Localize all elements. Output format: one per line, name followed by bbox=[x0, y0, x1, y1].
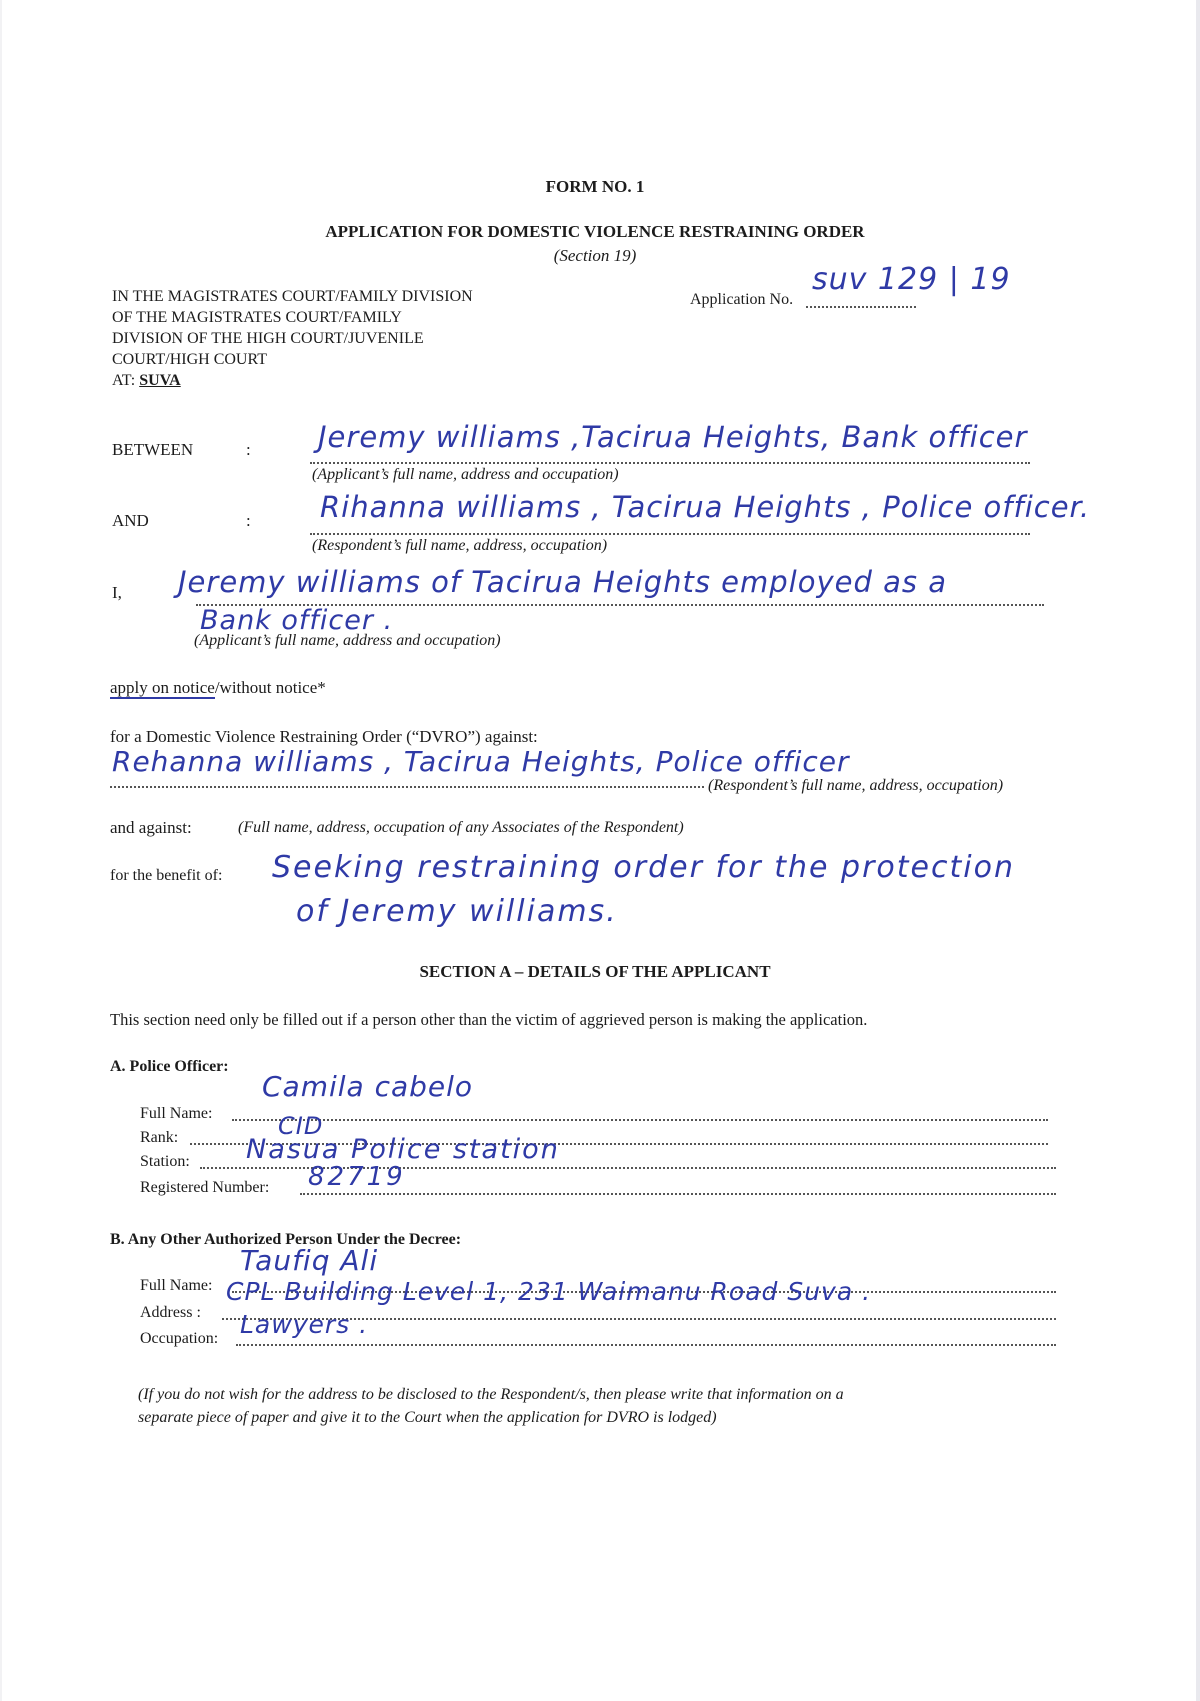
court-line-3: DIVISION OF THE HIGH COURT/JUVENILE bbox=[112, 330, 424, 347]
between-line bbox=[310, 462, 1030, 464]
and-colon: : bbox=[246, 511, 251, 530]
i-caption: (Applicant’s full name, address and occupation) bbox=[194, 632, 501, 649]
notice-rest: /without notice* bbox=[214, 678, 326, 697]
authorized-person-heading: B. Any Other Authorized Person Under the Decree: bbox=[110, 1231, 462, 1248]
b-occupation-label: Occupation: bbox=[140, 1330, 219, 1347]
benefit-label: for the benefit of: bbox=[110, 867, 223, 884]
court-location bbox=[112, 371, 181, 391]
section-a-intro: This section need only be filled out if a person other than the victim of aggrieved person is making the application. bbox=[110, 1010, 868, 1029]
rank-label: Rank: bbox=[140, 1129, 179, 1146]
police-station-field[interactable]: Nasua Police station bbox=[246, 1134, 560, 1165]
notice-choice bbox=[110, 678, 326, 698]
authorized-full-name-field[interactable]: Taufiq Ali bbox=[240, 1244, 379, 1277]
authorized-occupation-field[interactable]: Lawyers . bbox=[240, 1310, 369, 1339]
full-name-line bbox=[232, 1119, 1048, 1121]
between-caption: (Applicant’s full name, address and occupation) bbox=[312, 466, 619, 483]
dvro-against-field[interactable]: Rehanna williams , Tacirua Heights, Police officer bbox=[112, 745, 850, 778]
between-colon: : bbox=[246, 440, 251, 459]
application-number-line bbox=[806, 306, 916, 308]
application-number-value[interactable]: suv 129 | 19 bbox=[812, 262, 1011, 297]
court-line-2: OF THE MAGISTRATES COURT/FAMILY bbox=[112, 309, 402, 326]
and-line bbox=[310, 533, 1030, 535]
disclosure-note-line-1: (If you do not wish for the address to be disclosed to the Respondent/s, then please write that information on a bbox=[138, 1386, 844, 1403]
station-label: Station: bbox=[140, 1153, 190, 1170]
and-against-caption: (Full name, address, occupation of any Associates of the Respondent) bbox=[238, 819, 684, 836]
form-number: FORM NO. 1 bbox=[545, 177, 645, 196]
police-rank-field[interactable]: CID bbox=[278, 1112, 324, 1140]
benefit-line-1[interactable]: Seeking restraining order for the protection bbox=[272, 850, 1015, 885]
police-registered-number-field[interactable]: 82719 bbox=[308, 1162, 406, 1192]
page-edge bbox=[1196, 0, 1200, 1701]
section-reference: (Section 19) bbox=[553, 246, 637, 265]
court-at-value: SUVA bbox=[139, 372, 181, 389]
i-label: I, bbox=[112, 583, 122, 602]
form-title: APPLICATION FOR DOMESTIC VIOLENCE RESTRAINING ORDER bbox=[325, 222, 865, 241]
disclosure-note-line-2: separate piece of paper and give it to the Court when the application for DVRO is lodged) bbox=[138, 1409, 717, 1426]
b-occupation-line bbox=[236, 1344, 1056, 1346]
court-line-1: IN THE MAGISTRATES COURT/FAMILY DIVISION bbox=[112, 288, 473, 305]
between-label: BETWEEN bbox=[112, 440, 194, 459]
b-full-name-label: Full Name: bbox=[140, 1277, 213, 1294]
registered-number-line bbox=[300, 1193, 1056, 1195]
against-caption: (Respondent’s full name, address, occupation) bbox=[708, 777, 1004, 794]
registered-number-label: Registered Number: bbox=[140, 1179, 270, 1196]
notice-selected[interactable]: apply on notice bbox=[110, 678, 215, 697]
applicant-statement-line-1[interactable]: Jeremy williams of Tacirua Heights employed as a bbox=[178, 565, 947, 599]
benefit-line-2[interactable]: of Jeremy williams. bbox=[296, 894, 618, 929]
applicant-name-field[interactable]: Jeremy williams ,Tacirua Heights, Bank officer bbox=[318, 420, 1028, 454]
police-officer-heading: A. Police Officer: bbox=[110, 1058, 229, 1075]
and-against-label: and against: bbox=[110, 818, 192, 837]
court-line-4: COURT/HIGH COURT bbox=[112, 351, 267, 368]
against-line bbox=[110, 786, 704, 788]
section-a-heading: SECTION A – DETAILS OF THE APPLICANT bbox=[419, 962, 771, 981]
and-caption: (Respondent’s full name, address, occupation) bbox=[312, 537, 608, 554]
court-at-label: AT: bbox=[112, 372, 136, 389]
applicant-statement-line-2[interactable]: Bank officer . bbox=[200, 605, 394, 636]
and-label: AND bbox=[112, 511, 149, 530]
dvro-intro: for a Domestic Violence Restraining Order (“DVRO”) against: bbox=[110, 727, 538, 746]
police-full-name-field[interactable]: Camila cabelo bbox=[262, 1070, 474, 1103]
b-address-label: Address : bbox=[140, 1304, 201, 1321]
respondent-name-field[interactable]: Rihanna williams , Tacirua Heights , Police officer. bbox=[320, 490, 1091, 524]
authorized-address-field[interactable]: CPL Building Level 1, 231 Waimanu Road Suva . bbox=[226, 1277, 872, 1306]
application-number-label: Application No. bbox=[690, 291, 794, 308]
full-name-label: Full Name: bbox=[140, 1105, 213, 1122]
